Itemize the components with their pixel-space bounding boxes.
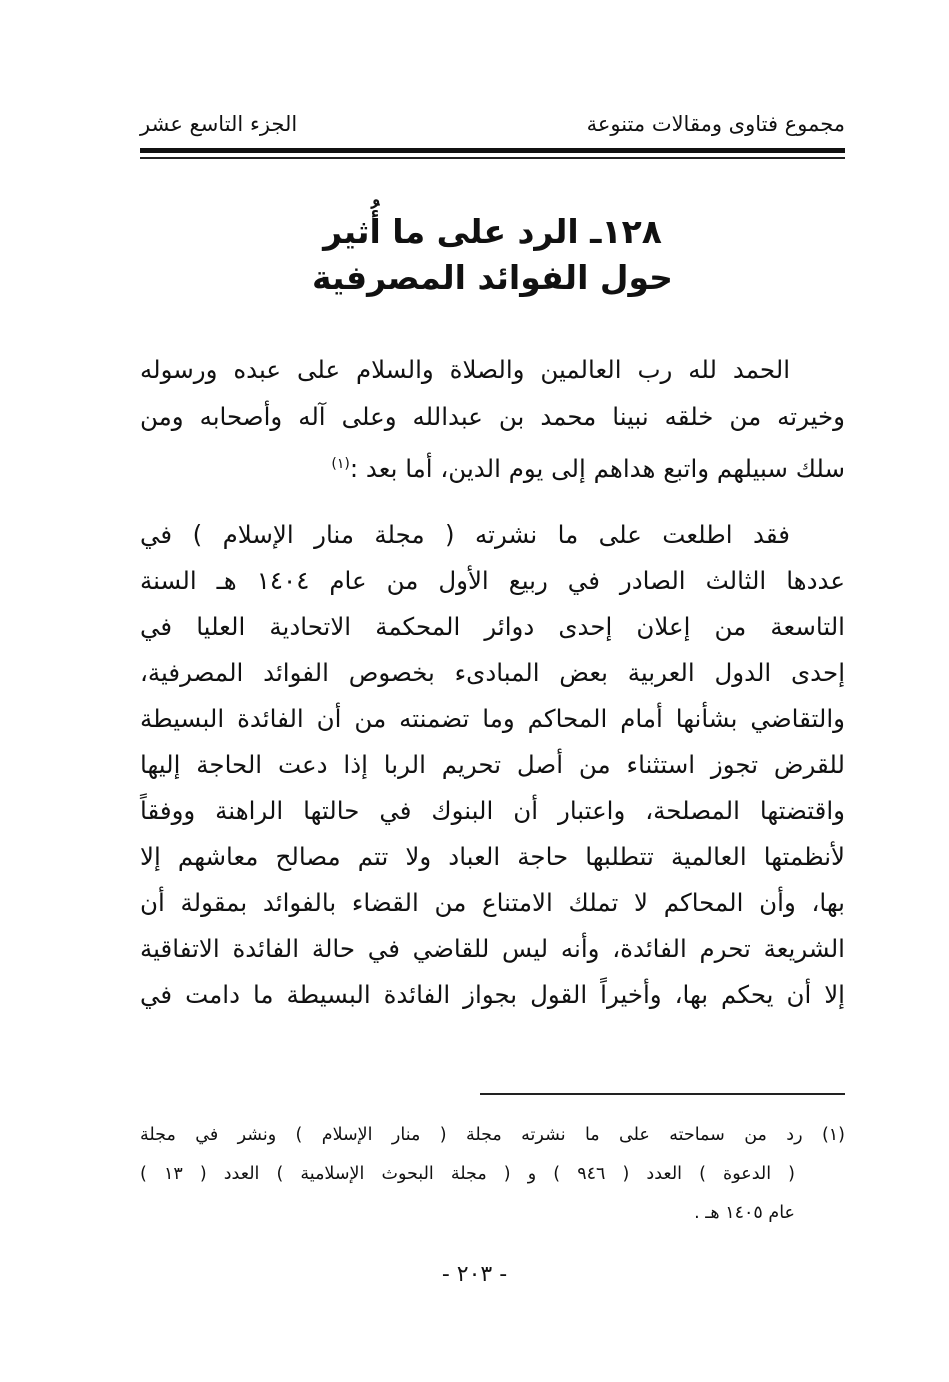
body-line: لأنظمتها العالمية تتطلبها حاجة العباد ولا تتم مصالح معاشهم إلا bbox=[140, 842, 845, 871]
article-title-line-1: ١٢٨ـ الرد على ما أُثير bbox=[323, 212, 662, 251]
body-line: الحمد لله رب العالمين والصلاة والسلام على عبده ورسوله bbox=[140, 355, 790, 384]
body-line: التاسعة من إعلان إحدى دوائر المحكمة الاتحادية العليا في bbox=[140, 612, 845, 641]
body-line: بها، وأن المحاكم لا تملك الامتناع من القضاء بالفوائد بمقولة أن bbox=[140, 888, 845, 917]
footnote-separator bbox=[480, 1093, 845, 1095]
header-rule-thick bbox=[140, 148, 845, 153]
footnote-line: عام ١٤٠٥ هـ . bbox=[694, 1203, 795, 1223]
body-line bbox=[140, 444, 845, 489]
footnote-text: رد من سماحته على ما نشرته مجلة ( منار الإسلام ) ونشر في مجلة bbox=[140, 1125, 803, 1145]
body-line: وخيرته من خلقه نبينا محمد بن عبدالله وعلى آله وأصحابه ومن bbox=[140, 402, 845, 431]
body-line: عددها الثالث الصادر في ربيع الأول من عام ١٤٠٤ هـ السنة bbox=[140, 566, 845, 595]
body-line: إلا أن يحكم بها، وأخيراً القول بجواز الفائدة البسيطة ما دامت في bbox=[140, 980, 845, 1009]
running-header-book-title: مجموع فتاوى ومقالات متنوعة bbox=[586, 112, 845, 136]
page-number: - ٢٠٣ - bbox=[441, 1262, 508, 1287]
footnote-line bbox=[140, 1120, 845, 1150]
body-line: والتقاضي بشأنها أمام المحاكم وما تضمنته من أن الفائدة البسيطة bbox=[140, 704, 845, 733]
footnote-reference[interactable]: (١) bbox=[331, 456, 350, 472]
body-line: واقتضتها المصلحة، واعتبار أن البنوك في حالتها الراهنة ووفقاً bbox=[140, 796, 845, 825]
running-header-volume: الجزء التاسع عشر bbox=[140, 112, 298, 136]
body-line: الشريعة تحرم الفائدة، وأنه ليس للقاضي في حالة الفائدة الاتفاقية bbox=[140, 934, 845, 963]
body-line: إحدى الدول العربية بعض المبادىء بخصوص الفوائد المصرفية، bbox=[140, 658, 845, 687]
body-line: للقرض تجوز استثناء من أصل تحريم الربا إذا دعت الحاجة إليها bbox=[140, 750, 845, 779]
body-line-text: سلك سبيلهم واتبع هداهم إلى يوم الدين، أما بعد : bbox=[349, 454, 845, 484]
footnote-line: ( الدعوة ) العدد ( ٩٤٦ ) و ( مجلة البحوث الإسلامية ) العدد ( ١٣ ) bbox=[140, 1164, 796, 1184]
body-line: فقد اطلعت على ما نشرته ( مجلة منار الإسلام ) في bbox=[140, 520, 790, 549]
header-rule-thin bbox=[140, 157, 845, 159]
footnote-number: (١) bbox=[821, 1125, 845, 1145]
article-title-line-2: حول الفوائد المصرفية bbox=[312, 258, 673, 297]
